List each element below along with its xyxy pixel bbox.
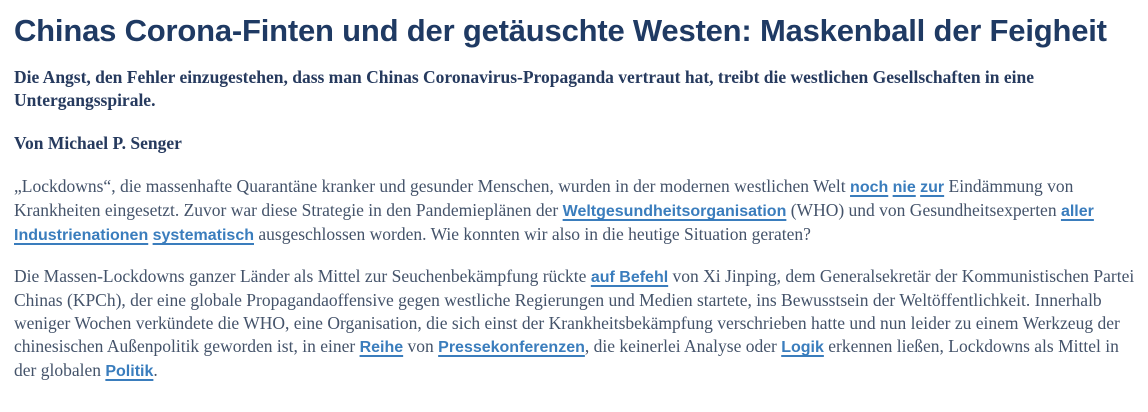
paragraph-text: Eindämmung von Krankheiten eingesetzt. Zuvor war diese Strategie in den Pandemieplänen der [14, 176, 1074, 220]
paragraph [14, 175, 1136, 247]
article-byline: Von Michael P. Senger [14, 133, 182, 153]
inline-link[interactable]: noch [850, 179, 889, 196]
article-body [14, 175, 1136, 383]
paragraph-text: „Lockdowns“, die massenhafte Quarantäne kranker und gesunder Menschen, wurden in der modernen westlichen Welt [14, 176, 851, 196]
paragraph-text: (WHO) und von Gesundheitsexperten [786, 200, 1061, 220]
paragraph-text: von [403, 336, 439, 356]
inline-link[interactable]: nie [892, 179, 916, 196]
article-title: Chinas Corona-Finten und der getäuschte Westen: Maskenball der Feigheit [14, 13, 1107, 48]
inline-link[interactable]: Pressekonferenzen [438, 339, 585, 356]
inline-link[interactable]: Industrienationen [14, 227, 149, 244]
paragraph-text: ausgeschlossen worden. Wie konnten wir also in die heutige Situation geraten? [254, 224, 811, 244]
inline-link[interactable]: Logik [781, 339, 824, 356]
inline-link[interactable]: Politik [105, 363, 154, 380]
paragraph [14, 265, 1136, 383]
paragraph-text: von Xi Jinping, dem Generalsekretär der Kommunistischen Partei Chinas (KPCh), der eine globale Propagandaoffensive gegen westliche Regierungen und Medien startete, ins Bewusstsein der Weltöffentlichkeit. Innerhalb weniger Wochen verkündete die WHO, eine Organisation, die sich einst der Krankheitsbekämpfung verschrieben hatte und nun leider zu einem Werkzeug der chinesischen Außenpolitik geworden ist, in einer [14, 266, 1135, 356]
paragraph-text: . [153, 360, 158, 380]
paragraph-text: erkennen ließen, Lockdowns als Mittel in der globalen [14, 336, 1119, 380]
inline-link[interactable]: systematisch [152, 227, 254, 244]
paragraph-text: , die keinerlei Analyse oder [584, 336, 782, 356]
inline-link[interactable]: Weltgesundheitsorganisation [562, 203, 787, 220]
paragraph-text: Die Massen-Lockdowns ganzer Länder als Mittel zur Seuchenbekämpfung rückte [14, 266, 591, 286]
inline-link[interactable]: aller [1060, 203, 1094, 220]
inline-link[interactable]: Reihe [359, 339, 404, 356]
article-subtitle: Die Angst, den Fehler einzugestehen, dass man Chinas Coronavirus-Propaganda vertraut hat, treibt die westlichen Gesellschaften in eine Untergangsspirale. [14, 67, 1035, 110]
inline-link[interactable]: auf Befehl [590, 269, 669, 286]
inline-link[interactable]: zur [920, 179, 945, 196]
